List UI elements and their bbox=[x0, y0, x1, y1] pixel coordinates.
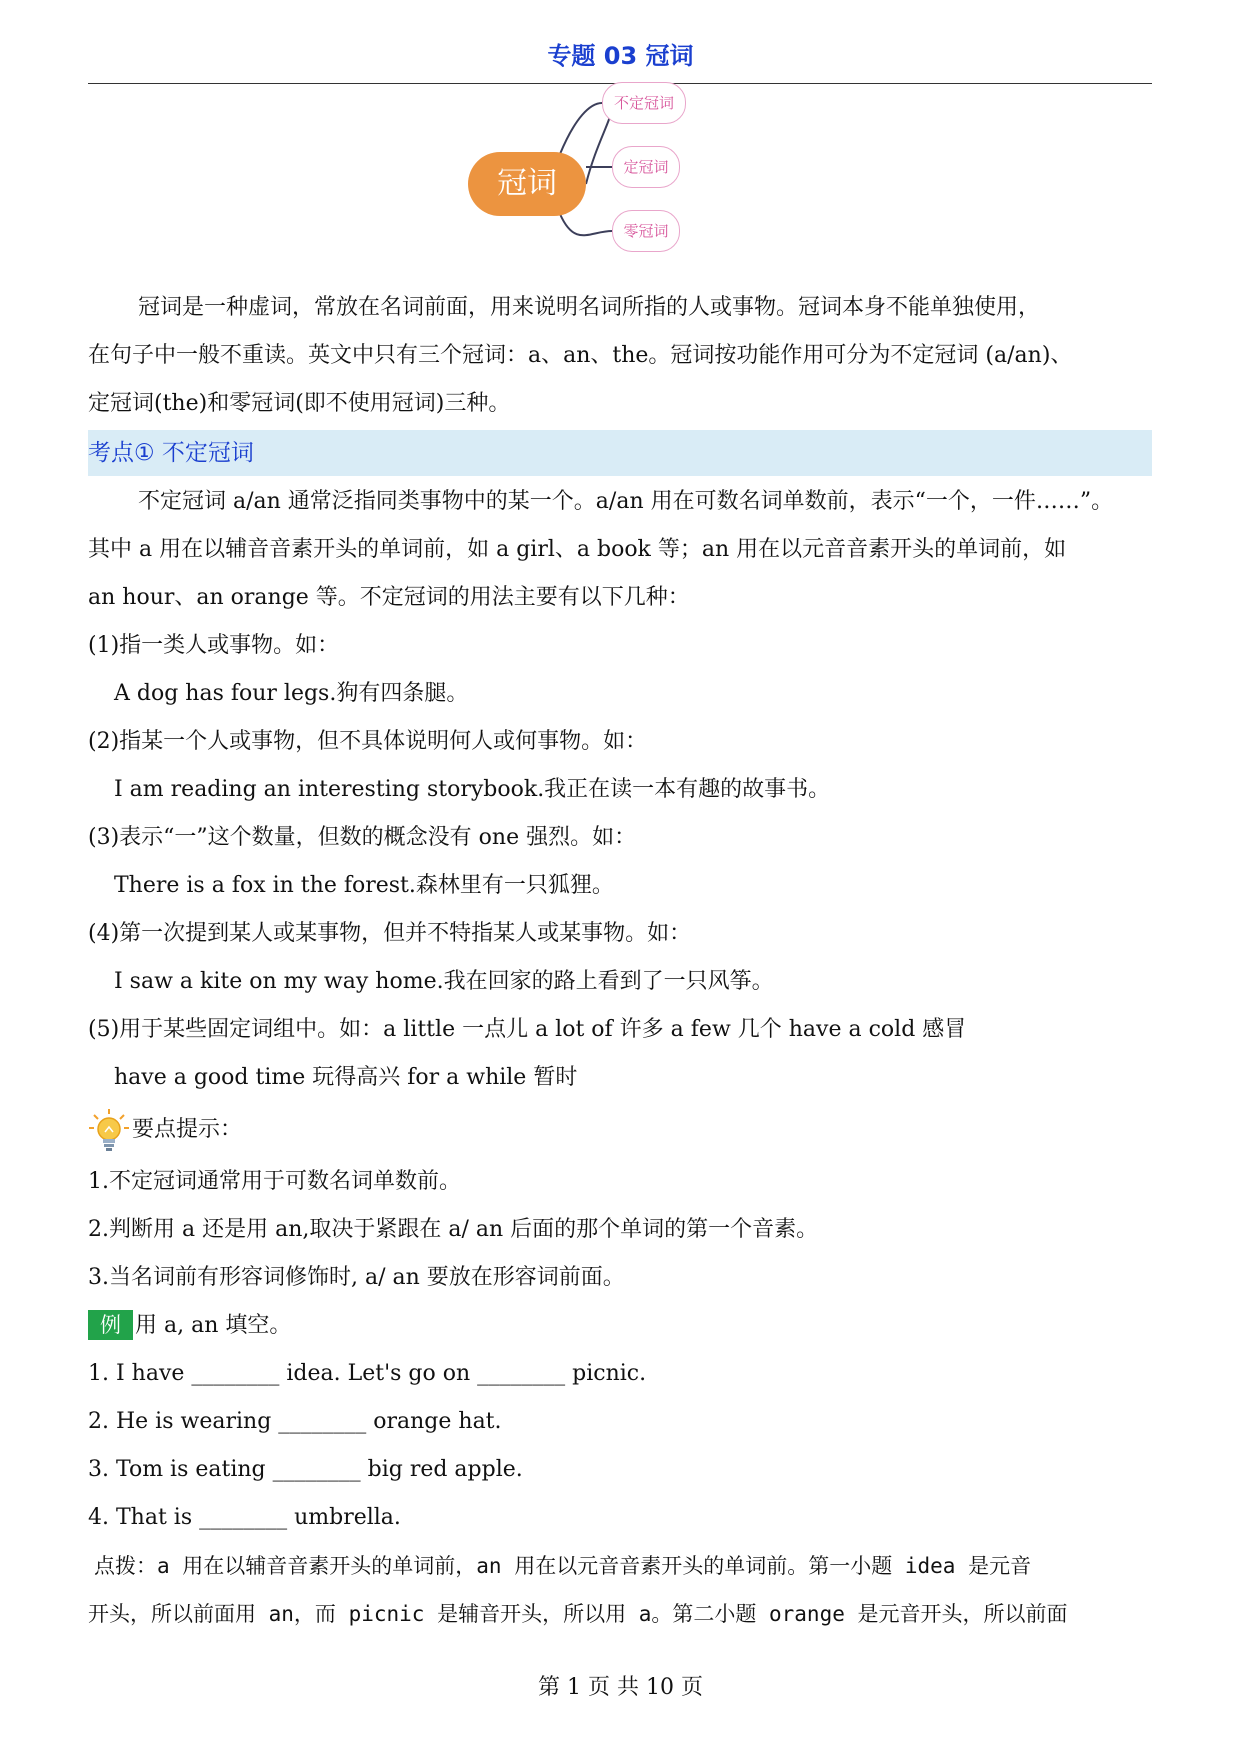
tips-header bbox=[88, 1102, 1152, 1158]
intro-paragraph bbox=[88, 284, 1152, 428]
mindmap-node-indefinite: 不定冠词 bbox=[602, 82, 686, 124]
usage-example: There is a fox in the forest.森林里有一只狐狸。 bbox=[114, 873, 614, 898]
mindmap-center-node: 冠词 bbox=[468, 152, 586, 216]
usage-rule: (1)指一类人或事物。如： bbox=[88, 633, 340, 658]
usage-rule: (5)用于某些固定词组中。如：a little 一点儿 a lot of 许多 a few 几个 have a cold 感冒 bbox=[88, 1017, 967, 1042]
hint-line: 点拨：a 用在以辅音音素开头的单词前，an 用在以元音音素开头的单词前。第一小题 idea 是元音 bbox=[94, 1554, 1032, 1578]
question-item: 4. That is ________ umbrella. bbox=[88, 1505, 401, 1530]
desc-line: 其中 a 用在以辅音音素开头的单词前，如 a girl、a book 等；an 用在以元音音素开头的单词前，如 bbox=[88, 537, 1067, 562]
intro-line: 定冠词(the)和零冠词(即不使用冠词)三种。 bbox=[88, 391, 511, 416]
intro-line: 冠词是一种虚词，常放在名词前面，用来说明名词所指的人或事物。冠词本身不能单独使用， bbox=[138, 295, 1041, 320]
example-instruction: 用 a, an 填空。 bbox=[135, 1313, 292, 1338]
usage-example: A dog has four legs.狗有四条腿。 bbox=[114, 681, 469, 706]
tip-item: 3.当名词前有形容词修饰时, a/ an 要放在形容词前面。 bbox=[88, 1265, 625, 1290]
question-item: 3. Tom is eating ________ big red apple. bbox=[88, 1457, 523, 1482]
page-number: 第 1 页 共 10 页 bbox=[538, 1675, 703, 1700]
tip-item: 2.判断用 a 还是用 an,取决于紧跟在 a/ an 后面的那个单词的第一个音素。 bbox=[88, 1217, 819, 1242]
question-item: 1. I have ________ idea. Let's go on ________ picnic. bbox=[88, 1361, 647, 1386]
section-title: 考点① 不定冠词 bbox=[88, 440, 254, 466]
mindmap-node-zero: 零冠词 bbox=[612, 210, 680, 252]
example-badge: 例 bbox=[88, 1310, 133, 1340]
question-item: 2. He is wearing ________ orange hat. bbox=[88, 1409, 502, 1434]
mindmap bbox=[460, 88, 780, 288]
usage-example: I saw a kite on my way home.我在回家的路上看到了一只风筝。 bbox=[114, 969, 774, 994]
lightbulb-icon bbox=[88, 1108, 130, 1152]
usage-example: I am reading an interesting storybook.我正在读一本有趣的故事书。 bbox=[114, 777, 831, 802]
usage-rule: (3)表示“一”这个数量，但数的概念没有 one 强烈。如： bbox=[88, 825, 637, 850]
section-header bbox=[88, 430, 1152, 476]
tip-item: 1.不定冠词通常用于可数名词单数前。 bbox=[88, 1169, 461, 1194]
usage-rule: (4)第一次提到某人或某事物，但并不特指某人或某事物。如： bbox=[88, 921, 692, 946]
section-body bbox=[88, 478, 1152, 1638]
usage-example: have a good time 玩得高兴 for a while 暂时 bbox=[114, 1065, 578, 1090]
hint-line: 开头，所以前面用 an，而 picnic 是辅音开头，所以用 a。第二小题 orange 是元音开头，所以前面 bbox=[88, 1602, 1068, 1626]
page-title: 专题 03 冠词 bbox=[547, 42, 694, 70]
tips-label: 要点提示： bbox=[132, 1117, 243, 1142]
desc-line: 不定冠词 a/an 通常泛指同类事物中的某一个。a/an 用在可数名词单数前，表示“一个，一件……”。 bbox=[138, 489, 1114, 514]
example-header bbox=[88, 1302, 1152, 1350]
mindmap-node-definite: 定冠词 bbox=[612, 146, 680, 188]
intro-line: 在句子中一般不重读。英文中只有三个冠词：a、an、the。冠词按功能作用可分为不定冠词 (a/an)、 bbox=[88, 343, 1073, 368]
usage-rule: (2)指某一个人或事物，但不具体说明何人或何事物。如： bbox=[88, 729, 648, 754]
desc-line: an hour、an orange 等。不定冠词的用法主要有以下几种： bbox=[88, 585, 690, 610]
